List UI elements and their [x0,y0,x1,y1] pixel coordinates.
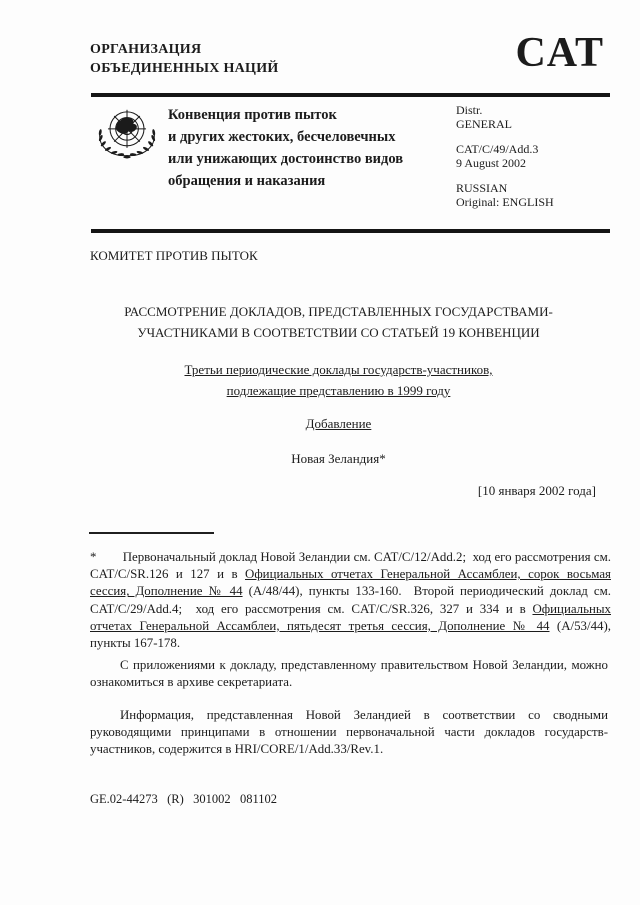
document-language: RUSSIAN [456,181,508,195]
convention-title [168,104,403,192]
header-rule-top [91,93,610,97]
periodic-reports-subheading [90,359,587,401]
annex-availability-note: С приложениями к докладу, представленному правительством Новой Зеландии, можно ознакомиться в архиве секретариата. [90,658,608,690]
org-name-line1: ОРГАНИЗАЦИЯ [90,42,202,57]
subheading-line: Третьи периодические доклады государств-участников, [184,362,493,377]
committee-heading: КОМИТЕТ ПРОТИВ ПЫТОК [90,248,258,263]
heading-line: РАССМОТРЕНИЕ ДОКЛАДОВ, ПРЕДСТАВЛЕННЫХ ГОСУДАРСТВАМИ- [124,304,553,319]
distr-category: GENERAL [456,116,512,131]
distribution-block [456,104,554,221]
subheading-line: подлежащие представлению в 1999 году [226,383,451,398]
addendum-heading [90,413,587,434]
document-date: 9 August 2002 [456,155,527,170]
footnote-separator [89,532,214,534]
asterisk-footnote: * Первоначальный доклад Новой Зеландии см. CAT/C/12/Add.2; ход его рассмотрения см. CAT/C/SR.126 и 127 и в Официальных отчетах Генеральной Ассамблеи, сорок восьмая сессия, Дополнение № 44 (A/48/44), пункты 133-160. Второй периодический доклад см. CAT/C/29/Add.4; ход его рассмотрения см. CAT/C/SR.326, 327 и 334 и в Официальных отчетах Генеральной Ассамблеи, пятьдесят третья сессия, Дополнение № 44 (A/53/44), пункты 167-178. [90,550,611,651]
footer-reference: GE.02-44273 (R) 301002 081102 [90,792,278,806]
convention-title-line: и других жестоких, бесчеловечных [168,129,396,145]
original-language: Original: ENGLISH [456,194,554,209]
distr-label: Distr. [456,103,483,117]
addendum-label: Добавление [305,416,372,431]
language-group [456,182,554,209]
document-symbol: CAT/C/49/Add.3 [456,142,539,156]
header-rule-bottom [91,229,610,233]
convention-title-line: обращения и наказания [168,173,326,189]
org-name-line2: ОБЪЕДИНЕННЫХ НАЦИЙ [90,61,279,76]
un-emblem-icon [91,103,163,167]
distribution-group [456,104,554,131]
country-name: Новая Зеландия* [291,451,386,466]
heading-line: УЧАСТНИКАМИ В СООТВЕТСТВИИ СО СТАТЬЕЙ 19 КОНВЕНЦИИ [137,325,540,340]
submission-date: [10 января 2002 года] [477,483,596,498]
convention-title-line: или унижающих достоинство видов [168,151,404,167]
convention-title-line: Конвенция против пыток [168,107,337,123]
document-series-symbol: CAT [515,30,604,76]
symbol-group [456,143,554,170]
report-consideration-heading [90,301,587,343]
un-organization-name [90,40,279,78]
core-document-note: Информация, представленная Новой Зеландией в соответствии со сводными руководящими принципами в отношении первоначальной части докладов государств-участников, содержится в HRI/CORE/1/Add.33/Rev.1. [90,708,608,757]
